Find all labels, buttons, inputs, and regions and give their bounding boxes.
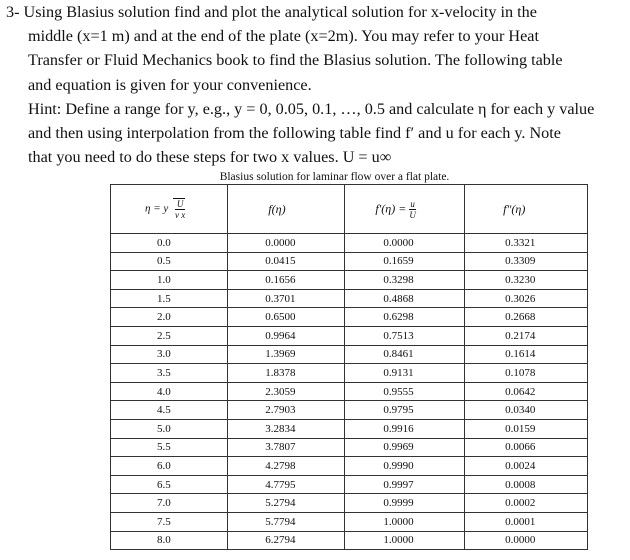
cell-f: 3.2834 [228, 419, 345, 438]
cell-fprime: 0.8461 [345, 345, 465, 364]
cell-fdoubleprime: 0.0340 [465, 401, 588, 420]
header-f: f(η) [228, 185, 345, 234]
cell-fdoubleprime: 0.3230 [465, 271, 588, 290]
table-row [111, 419, 588, 438]
cell-f: 0.3701 [228, 289, 345, 308]
cell-f: 4.7795 [228, 475, 345, 494]
cell-fprime: 0.6298 [345, 308, 465, 327]
cell-eta: 6.0 [111, 457, 228, 476]
cell-fdoubleprime: 0.0000 [465, 531, 588, 550]
table-row [111, 289, 588, 308]
cell-fprime: 0.9990 [345, 457, 465, 476]
cell-f: 5.7794 [228, 512, 345, 531]
table-row [111, 475, 588, 494]
table-row [111, 494, 588, 513]
eta-denominator: ν x [175, 210, 186, 220]
eta-fraction [175, 199, 185, 220]
cell-fdoubleprime: 0.0159 [465, 419, 588, 438]
cell-eta: 1.5 [111, 289, 228, 308]
cell-eta: 7.5 [111, 512, 228, 531]
cell-fprime: 0.9969 [345, 438, 465, 457]
cell-eta: 0.5 [111, 252, 228, 271]
cell-eta: 2.5 [111, 326, 228, 345]
cell-f: 0.1656 [228, 271, 345, 290]
header-eta [111, 185, 228, 234]
cell-f: 0.9964 [228, 326, 345, 345]
cell-f: 1.8378 [228, 364, 345, 383]
cell-fprime: 0.9795 [345, 401, 465, 420]
table-row [111, 234, 588, 253]
cell-fprime: 0.9997 [345, 475, 465, 494]
problem-line: Hint: Define a range for y, e.g., y = 0, 0.05, 0.1, …, 0.5 and calculate η for each y value [28, 99, 595, 118]
cell-fdoubleprime: 0.1614 [465, 345, 588, 364]
header-fprime [345, 185, 465, 234]
cell-fprime: 1.0000 [345, 512, 465, 531]
cell-fdoubleprime: 0.3026 [465, 289, 588, 308]
problem-statement [6, 0, 628, 169]
cell-eta: 6.5 [111, 475, 228, 494]
cell-eta: 4.5 [111, 401, 228, 420]
problem-line: that you need to do these steps for two x values. U = u∞ [28, 148, 392, 167]
cell-f: 5.2794 [228, 494, 345, 513]
header-fprime-lhs: f′(η) = [375, 200, 407, 215]
cell-eta: 3.0 [111, 345, 228, 364]
cell-eta: 4.0 [111, 382, 228, 401]
sqrt-symbol [173, 198, 185, 220]
cell-f: 2.7903 [228, 401, 345, 420]
cell-fprime: 0.9131 [345, 364, 465, 383]
table-caption: Blasius solution for laminar flow over a flat plate. [219, 171, 450, 183]
cell-f: 0.6500 [228, 308, 345, 327]
cell-fprime: 0.9916 [345, 419, 465, 438]
cell-eta: 1.0 [111, 271, 228, 290]
cell-fdoubleprime: 0.3309 [465, 252, 588, 271]
cell-eta: 5.5 [111, 438, 228, 457]
cell-f: 2.3059 [228, 382, 345, 401]
cell-fprime: 0.4868 [345, 289, 465, 308]
cell-fdoubleprime: 0.3321 [465, 234, 588, 253]
cell-eta: 3.5 [111, 364, 228, 383]
table-row [111, 271, 588, 290]
table-row [111, 308, 588, 327]
cell-fdoubleprime: 0.0001 [465, 512, 588, 531]
blasius-table [110, 184, 588, 550]
cell-fdoubleprime: 0.2668 [465, 308, 588, 327]
fprime-numerator: u [410, 198, 415, 209]
table-body [111, 234, 588, 550]
cell-f: 4.2798 [228, 457, 345, 476]
cell-fprime: 0.9999 [345, 494, 465, 513]
cell-fprime: 0.0000 [345, 234, 465, 253]
table-header-row [111, 185, 588, 234]
eta-numerator: U [176, 199, 184, 209]
cell-f: 0.0000 [228, 234, 345, 253]
header-fdoubleprime: f″(η) [465, 185, 588, 234]
cell-fdoubleprime: 0.0642 [465, 382, 588, 401]
cell-fdoubleprime: 0.1078 [465, 364, 588, 383]
cell-fdoubleprime: 0.0024 [465, 457, 588, 476]
cell-fprime: 0.9555 [345, 382, 465, 401]
table-row [111, 364, 588, 383]
problem-line: Transfer or Fluid Mechanics book to find the Blasius solution. The following table [28, 51, 563, 70]
table-row [111, 382, 588, 401]
table-row [111, 326, 588, 345]
table-row [111, 512, 588, 531]
cell-eta: 7.0 [111, 494, 228, 513]
cell-fdoubleprime: 0.0002 [465, 494, 588, 513]
table-row [111, 401, 588, 420]
cell-fprime: 1.0000 [345, 531, 465, 550]
cell-eta: 5.0 [111, 419, 228, 438]
cell-f: 6.2794 [228, 531, 345, 550]
problem-line: middle (x=1 m) and at the end of the plate (x=2m). You may refer to your Heat [28, 27, 539, 46]
cell-eta: 8.0 [111, 531, 228, 550]
cell-fdoubleprime: 0.2174 [465, 326, 588, 345]
problem-line: and then using interpolation from the following table find f′ and u for each y. Note [28, 124, 561, 143]
table-row [111, 457, 588, 476]
cell-f: 0.0415 [228, 252, 345, 271]
problem-line: and equation is given for your convenience. [28, 75, 312, 94]
cell-fdoubleprime: 0.0008 [465, 475, 588, 494]
table-row [111, 252, 588, 271]
cell-fprime: 0.1659 [345, 252, 465, 271]
cell-fprime: 0.3298 [345, 271, 465, 290]
table-row [111, 531, 588, 550]
table-row [111, 345, 588, 364]
cell-fdoubleprime: 0.0066 [465, 438, 588, 457]
fprime-denominator: U [409, 209, 416, 220]
cell-f: 1.3969 [228, 345, 345, 364]
problem-line: 3- Using Blasius solution find and plot the analytical solution for x-velocity in the [6, 3, 537, 21]
fprime-fraction [409, 199, 416, 220]
table-row [111, 438, 588, 457]
cell-f: 3.7807 [228, 438, 345, 457]
cell-fprime: 0.7513 [345, 326, 465, 345]
cell-eta: 2.0 [111, 308, 228, 327]
cell-eta: 0.0 [111, 234, 228, 253]
header-eta-lhs: η = y [145, 202, 169, 215]
